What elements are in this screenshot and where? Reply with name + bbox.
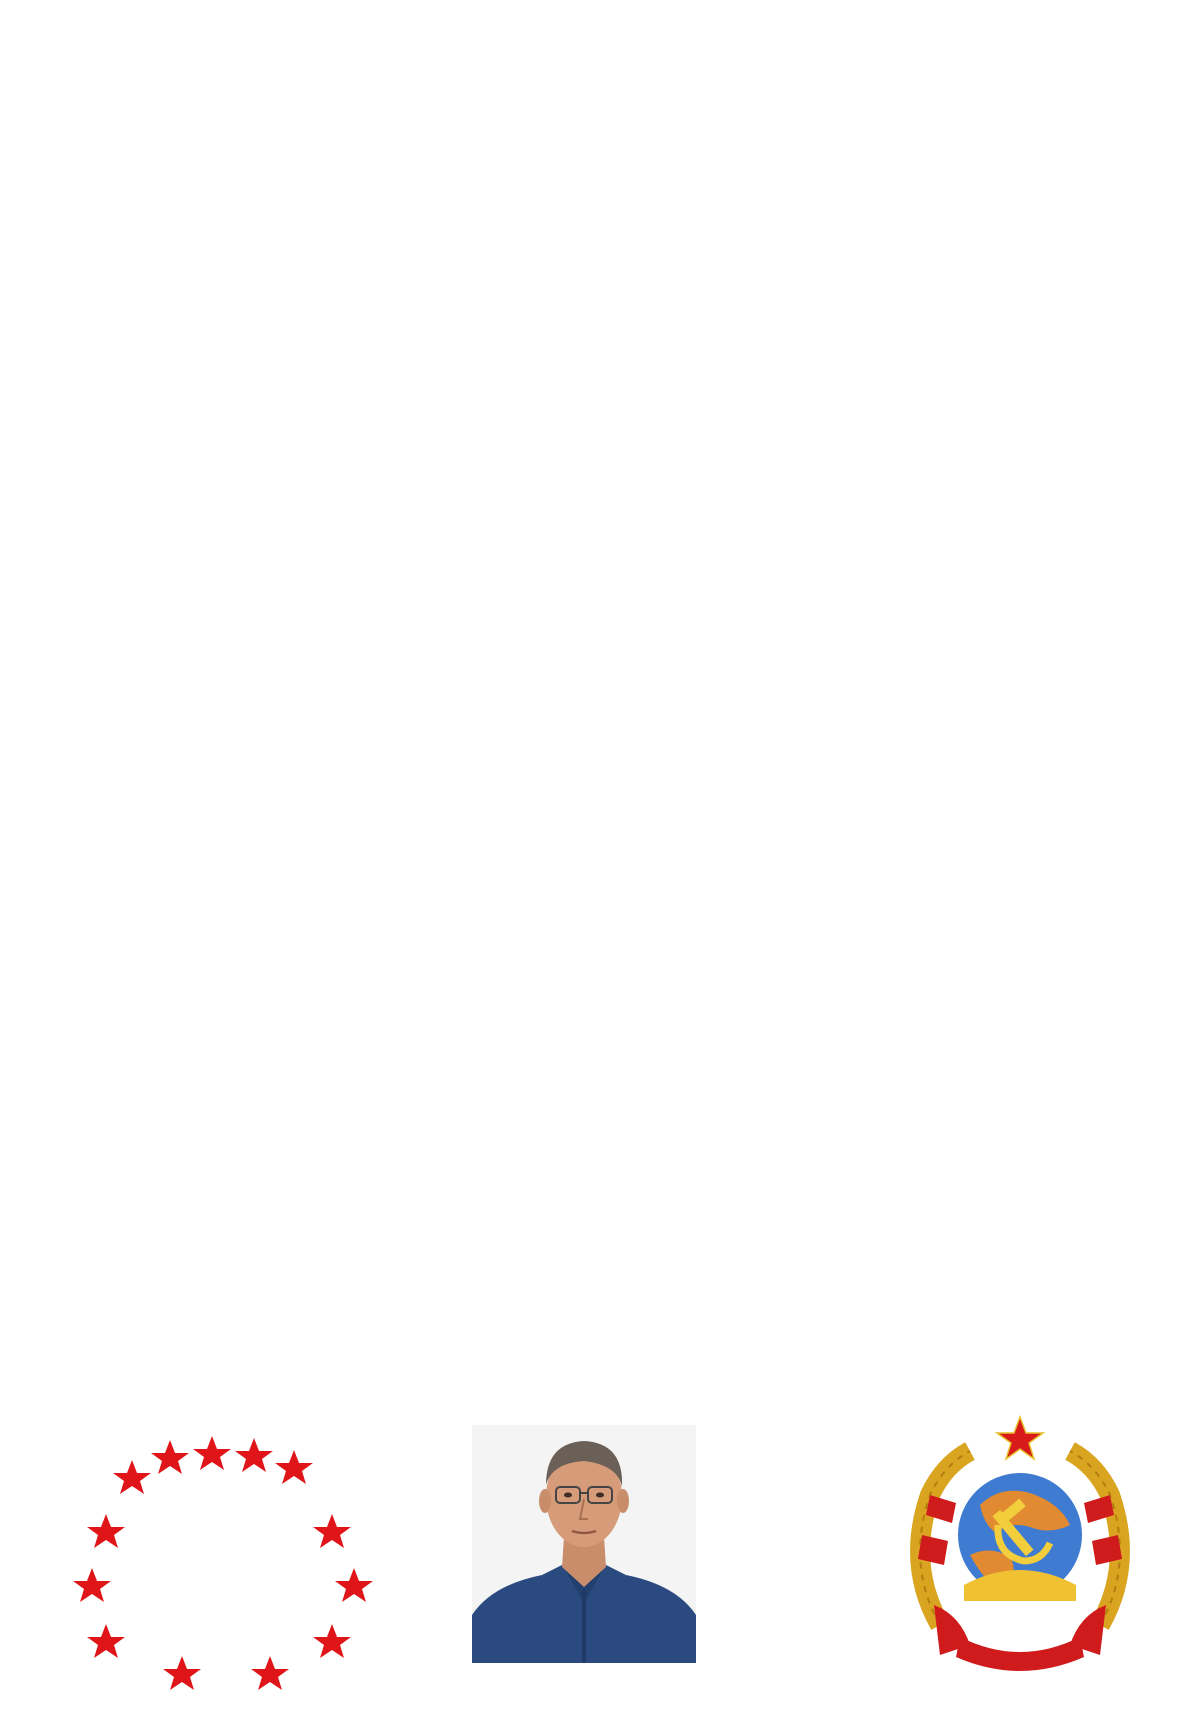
page-border-top [0, 0, 1201, 46]
page-border-right [1155, 0, 1201, 1718]
ussr-emblem-image [900, 1415, 1140, 1680]
author-photo [472, 1425, 696, 1663]
page-border-left [0, 0, 46, 1718]
author-logo [62, 1428, 422, 1698]
